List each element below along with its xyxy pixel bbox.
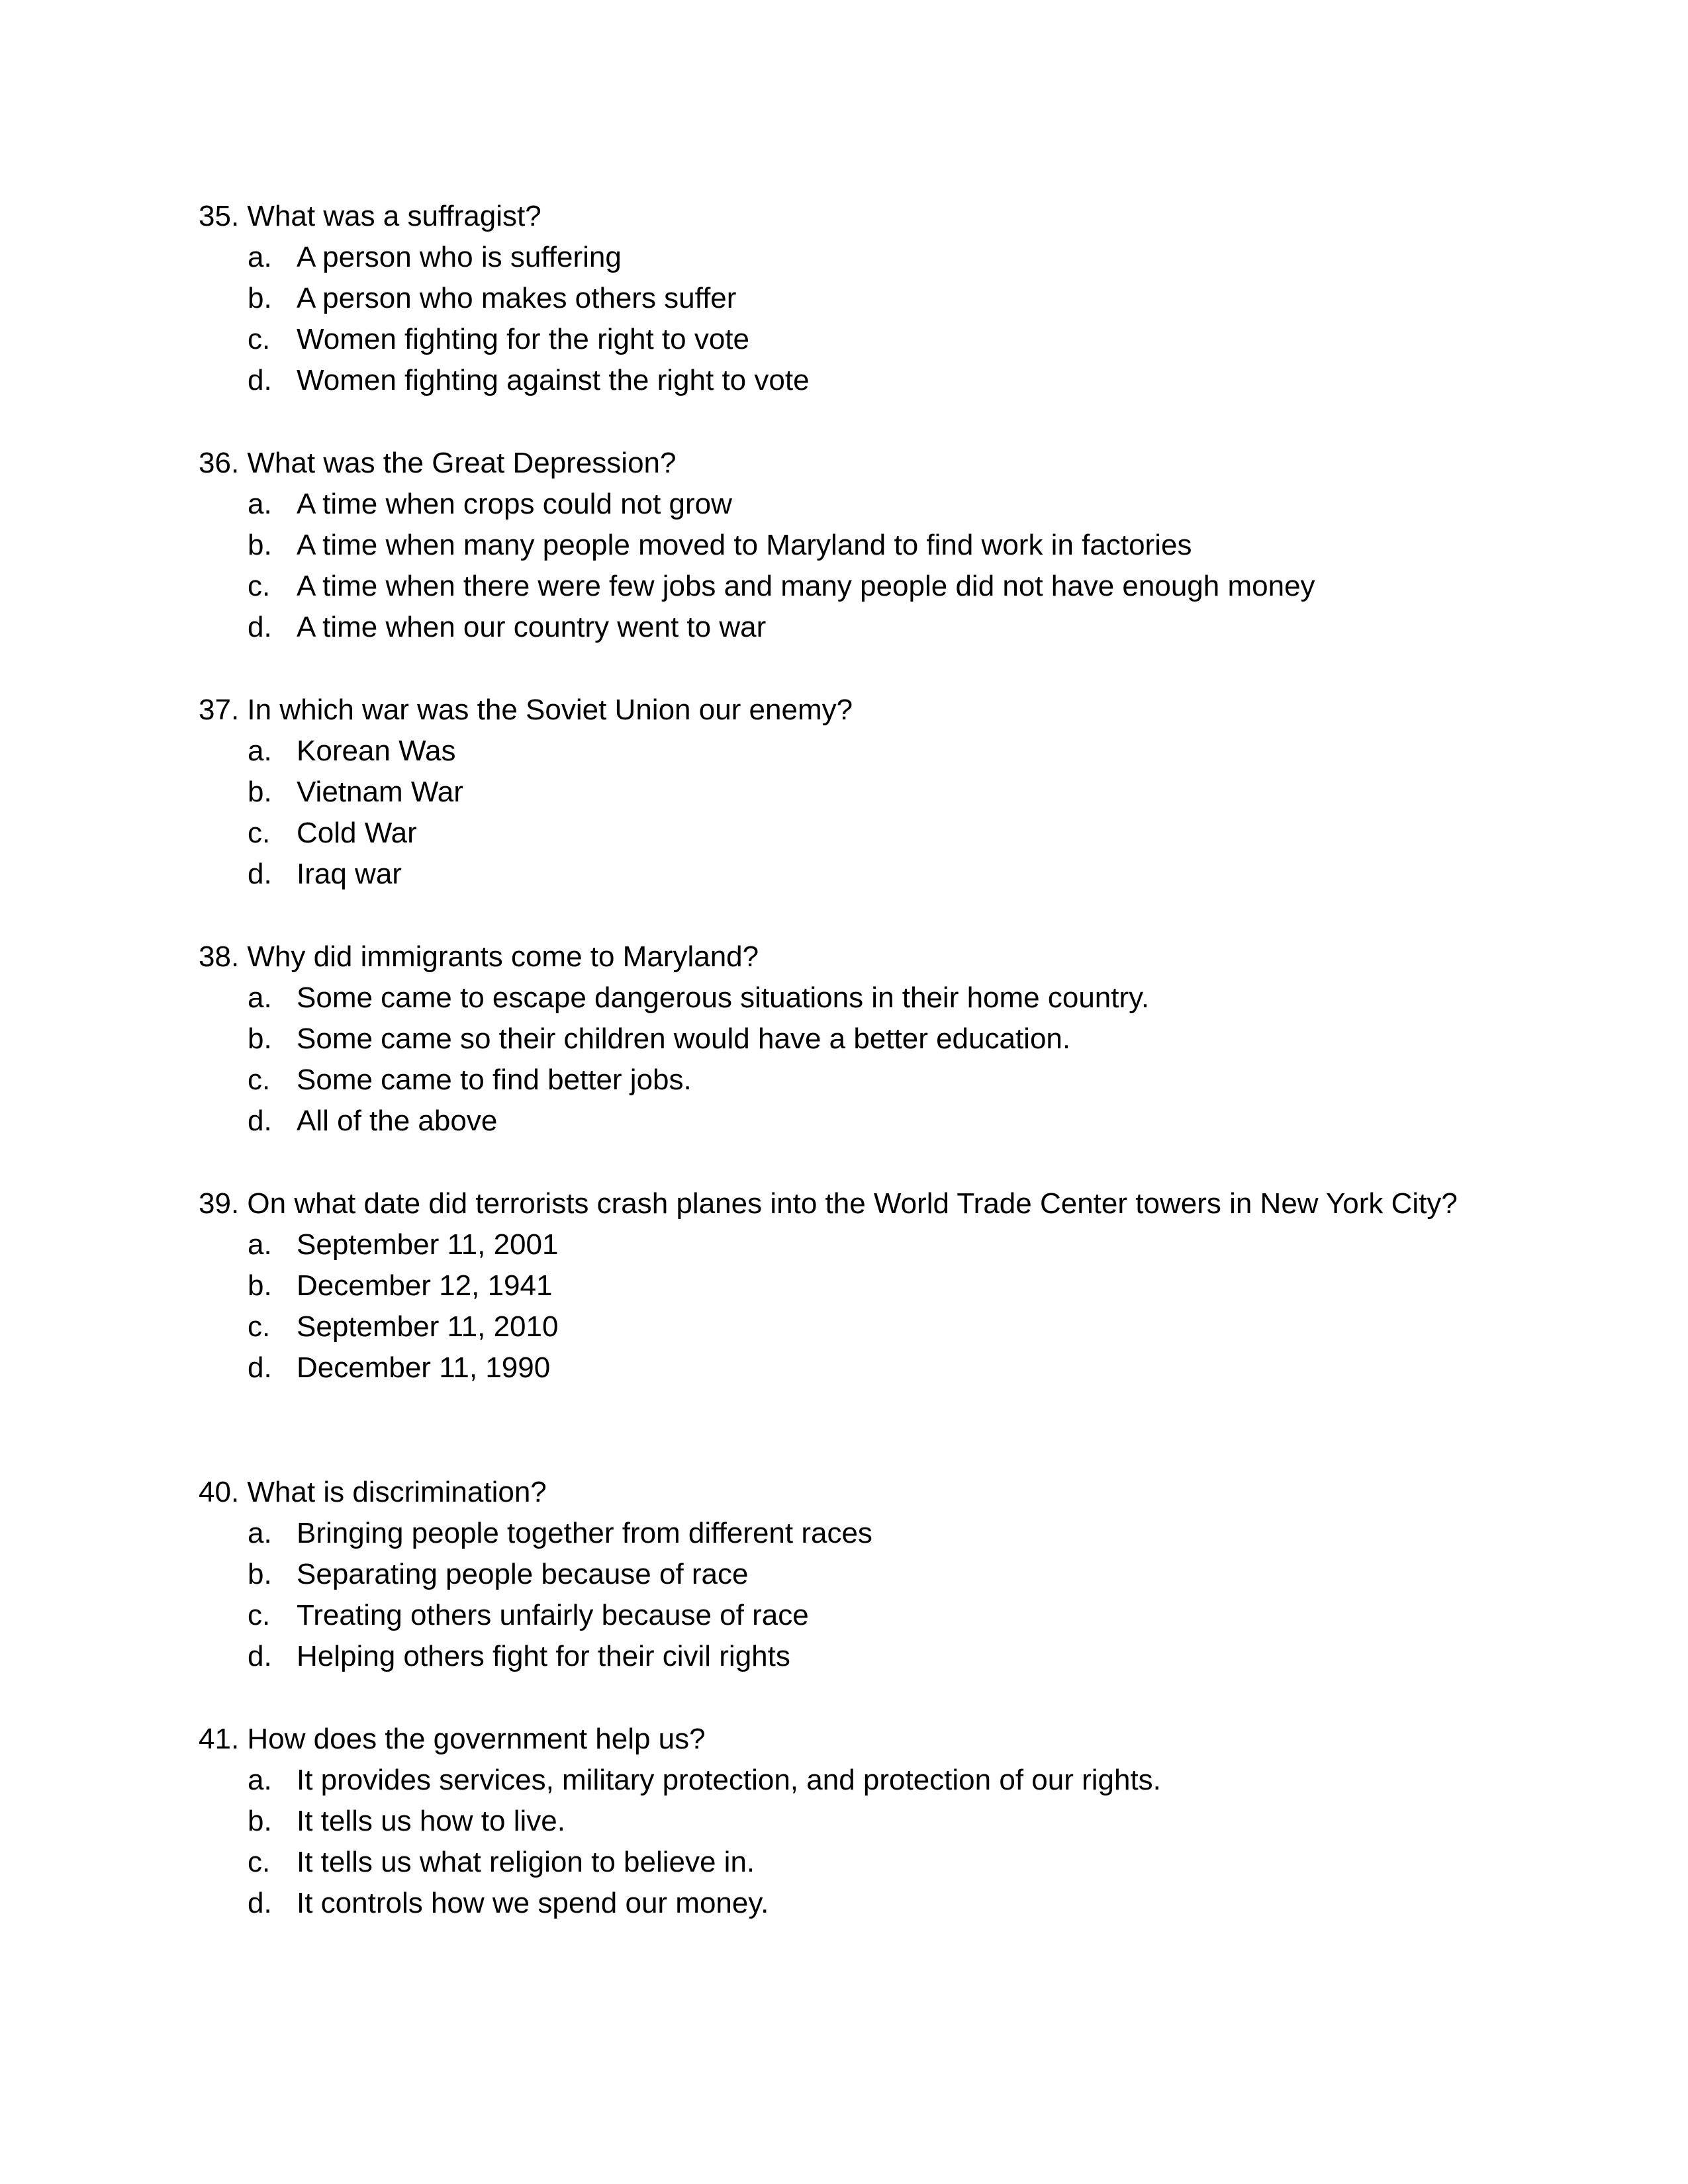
answer-option-c <box>199 1306 1489 1347</box>
question-40 <box>199 1472 1489 1677</box>
option-text: A time when many people moved to Maryland to find work in factories <box>297 529 1192 561</box>
question-text: Why did immigrants come to Maryland? <box>247 940 759 973</box>
answer-option-c <box>199 566 1489 607</box>
option-letter: d. <box>248 858 272 890</box>
answer-option-d <box>199 1636 1489 1677</box>
option-text: Cold War <box>297 817 417 849</box>
option-text: Women fighting against the right to vote <box>297 364 810 396</box>
option-letter: b. <box>248 1805 272 1837</box>
answer-options <box>199 731 1489 895</box>
answer-option-d <box>199 1347 1489 1388</box>
option-text: September 11, 2001 <box>297 1228 559 1261</box>
option-letter: a. <box>248 1517 272 1549</box>
option-text: A time when crops could not grow <box>297 488 732 520</box>
question-prompt <box>199 196 1489 237</box>
option-letter: b. <box>248 1269 272 1302</box>
question-number: 41. <box>199 1723 240 1755</box>
question-text: What is discrimination? <box>247 1476 547 1508</box>
question-text: In which war was the Soviet Union our enemy? <box>247 694 853 726</box>
option-letter: b. <box>248 1023 272 1055</box>
option-text: Korean Was <box>297 735 456 767</box>
answer-options <box>199 978 1489 1142</box>
answer-options <box>199 1760 1489 1924</box>
option-text: Bringing people together from different races <box>297 1517 872 1549</box>
answer-options <box>199 1224 1489 1388</box>
option-text: All of the above <box>297 1105 498 1137</box>
question-prompt <box>199 1472 1489 1513</box>
answer-option-d <box>199 854 1489 895</box>
answer-option-d <box>199 607 1489 648</box>
answer-option-a <box>199 1224 1489 1265</box>
question-text: What was a suffragist? <box>247 200 541 232</box>
question-number: 35. <box>199 200 240 232</box>
option-letter: a. <box>248 1764 272 1796</box>
question-41 <box>199 1719 1489 1924</box>
question-number: 37. <box>199 694 240 726</box>
option-letter: a. <box>248 488 272 520</box>
option-text: Treating others unfairly because of race <box>297 1599 809 1631</box>
answer-option-c <box>199 1842 1489 1883</box>
option-text: It tells us what religion to believe in. <box>297 1846 755 1878</box>
option-letter: d. <box>248 1351 272 1384</box>
option-text: It controls how we spend our money. <box>297 1887 769 1919</box>
option-text: Iraq war <box>297 858 402 890</box>
answer-option-c <box>199 319 1489 360</box>
option-text: Some came to escape dangerous situations in their home country. <box>297 981 1150 1014</box>
answer-option-a <box>199 1513 1489 1554</box>
option-text: A person who is suffering <box>297 241 622 273</box>
option-letter: d. <box>248 611 272 643</box>
option-text: Some came so their children would have a better education. <box>297 1023 1071 1055</box>
answer-option-b <box>199 525 1489 566</box>
option-letter: a. <box>248 241 272 273</box>
answer-option-b <box>199 1554 1489 1595</box>
option-letter: a. <box>248 981 272 1014</box>
answer-option-b <box>199 1265 1489 1306</box>
question-number: 39. <box>199 1187 240 1220</box>
option-letter: c. <box>248 323 271 355</box>
option-text: December 11, 1990 <box>297 1351 551 1384</box>
option-letter: c. <box>248 817 271 849</box>
question-number: 40. <box>199 1476 240 1508</box>
option-text: A person who makes others suffer <box>297 282 737 314</box>
option-letter: a. <box>248 735 272 767</box>
answer-option-d <box>199 1883 1489 1924</box>
option-letter: c. <box>248 1599 271 1631</box>
answer-option-c <box>199 1595 1489 1636</box>
question-prompt <box>199 1719 1489 1760</box>
question-text: What was the Great Depression? <box>247 447 677 479</box>
answer-options <box>199 237 1489 401</box>
option-text: Vietnam War <box>297 776 463 808</box>
answer-option-a <box>199 978 1489 1019</box>
question-prompt <box>199 443 1489 484</box>
question-prompt <box>199 936 1489 978</box>
option-text: December 12, 1941 <box>297 1269 553 1302</box>
option-letter: a. <box>248 1228 272 1261</box>
answer-option-d <box>199 1101 1489 1142</box>
question-prompt <box>199 690 1489 731</box>
answer-option-a <box>199 237 1489 278</box>
question-38 <box>199 936 1489 1142</box>
option-letter: d. <box>248 1640 272 1672</box>
option-letter: c. <box>248 570 271 602</box>
question-35 <box>199 196 1489 401</box>
question-39 <box>199 1183 1489 1388</box>
answer-option-c <box>199 813 1489 854</box>
option-letter: b. <box>248 1558 272 1590</box>
question-36 <box>199 443 1489 648</box>
option-letter: b. <box>248 282 272 314</box>
answer-options <box>199 484 1489 648</box>
question-37 <box>199 690 1489 895</box>
option-text: Some came to find better jobs. <box>297 1064 692 1096</box>
option-letter: d. <box>248 1887 272 1919</box>
option-letter: c. <box>248 1064 271 1096</box>
answer-option-a <box>199 484 1489 525</box>
option-letter: c. <box>248 1310 271 1343</box>
answer-option-b <box>199 278 1489 319</box>
question-number: 36. <box>199 447 240 479</box>
answer-option-c <box>199 1060 1489 1101</box>
option-letter: b. <box>248 529 272 561</box>
option-letter: b. <box>248 776 272 808</box>
answer-option-d <box>199 360 1489 401</box>
option-text: It tells us how to live. <box>297 1805 565 1837</box>
answer-option-b <box>199 772 1489 813</box>
answer-option-b <box>199 1019 1489 1060</box>
option-text: It provides services, military protection, and protection of our rights. <box>297 1764 1161 1796</box>
question-number: 38. <box>199 940 240 973</box>
option-text: A time when there were few jobs and many people did not have enough money <box>297 570 1315 602</box>
option-letter: c. <box>248 1846 271 1878</box>
option-text: Women fighting for the right to vote <box>297 323 749 355</box>
option-text: September 11, 2010 <box>297 1310 559 1343</box>
answer-option-b <box>199 1801 1489 1842</box>
option-text: Separating people because of race <box>297 1558 749 1590</box>
option-letter: d. <box>248 364 272 396</box>
option-letter: d. <box>248 1105 272 1137</box>
question-text: On what date did terrorists crash planes into the World Trade Center towers in New York City? <box>247 1187 1458 1220</box>
answer-option-a <box>199 731 1489 772</box>
answer-option-a <box>199 1760 1489 1801</box>
option-text: Helping others fight for their civil rights <box>297 1640 790 1672</box>
question-prompt <box>199 1183 1489 1224</box>
option-text: A time when our country went to war <box>297 611 767 643</box>
question-text: How does the government help us? <box>247 1723 706 1755</box>
answer-options <box>199 1513 1489 1677</box>
